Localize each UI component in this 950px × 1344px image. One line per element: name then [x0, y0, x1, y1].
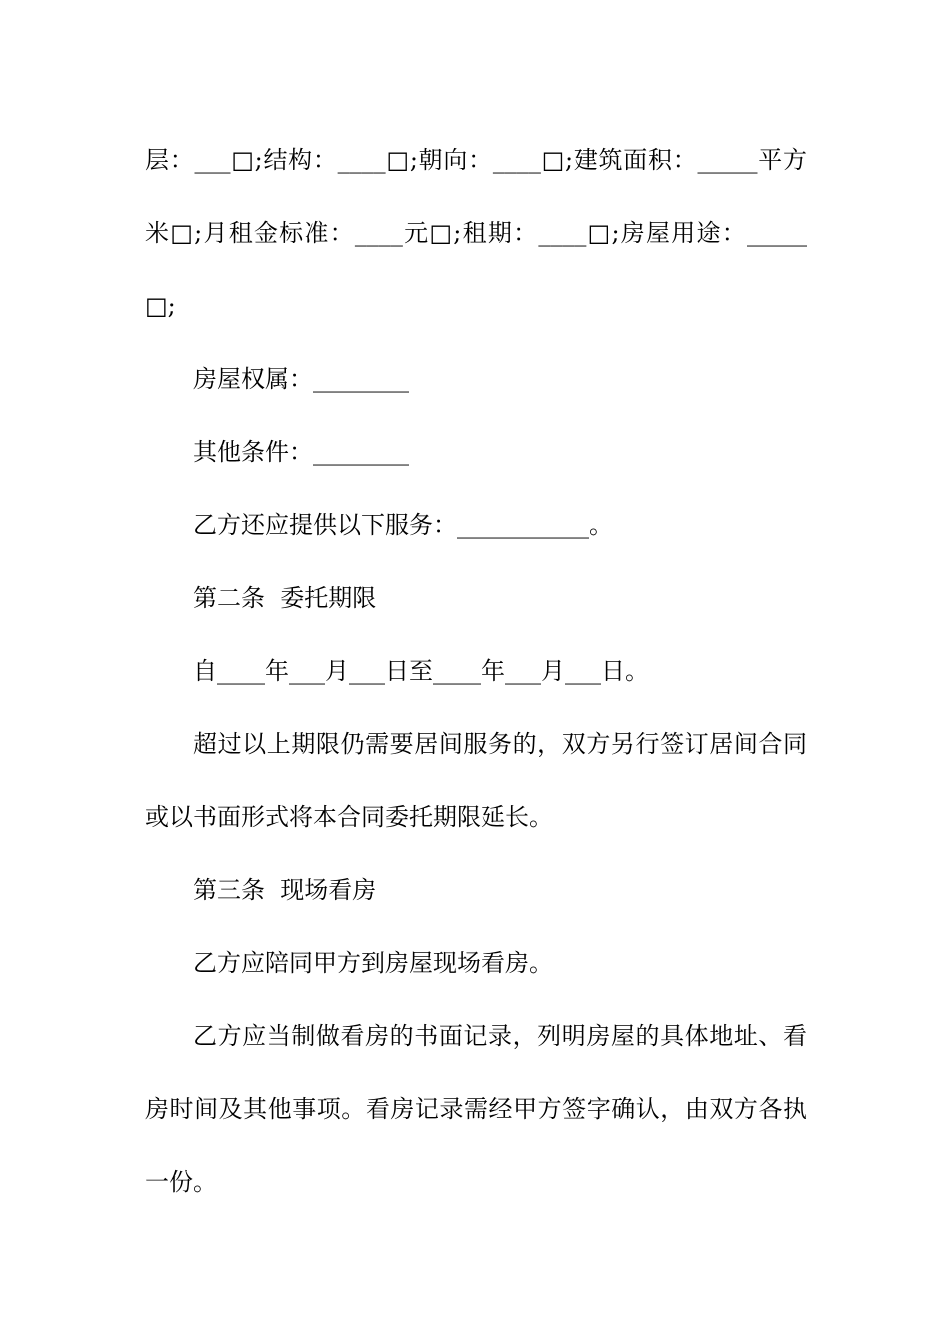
property-ownership-line: 房屋权属：________ [193, 365, 409, 393]
other-conditions-line: 其他条件：________ [193, 438, 409, 466]
viewing-record-paragraph: 乙方应当制做看房的书面记录，列明房屋的具体地址、看房时间及其他事项。看房记录需经甲方签字确认，由双方各执一份。 [145, 1022, 807, 1196]
additional-services-line: 乙方还应提供以下服务：___________。 [193, 511, 613, 539]
property-details-paragraph: 层：___□;结构：____□;朝向：____□;建筑面积：_____平方米□;月租金标准：____元□;租期：____□;房屋用途：_____□; [145, 146, 807, 320]
viewing-accompany-paragraph: 乙方应陪同甲方到房屋现场看房。 [193, 949, 553, 977]
document-body [145, 124, 807, 1219]
article-2-heading: 第二条 委托期限 [193, 584, 377, 612]
period-extension-paragraph: 超过以上期限仍需要居间服务的，双方另行签订居间合同或以书面形式将本合同委托期限延长。 [145, 730, 807, 831]
article-3-heading: 第三条 现场看房 [193, 876, 377, 904]
commission-period-line: 自____年___月___日至____年___月___日。 [193, 657, 649, 685]
